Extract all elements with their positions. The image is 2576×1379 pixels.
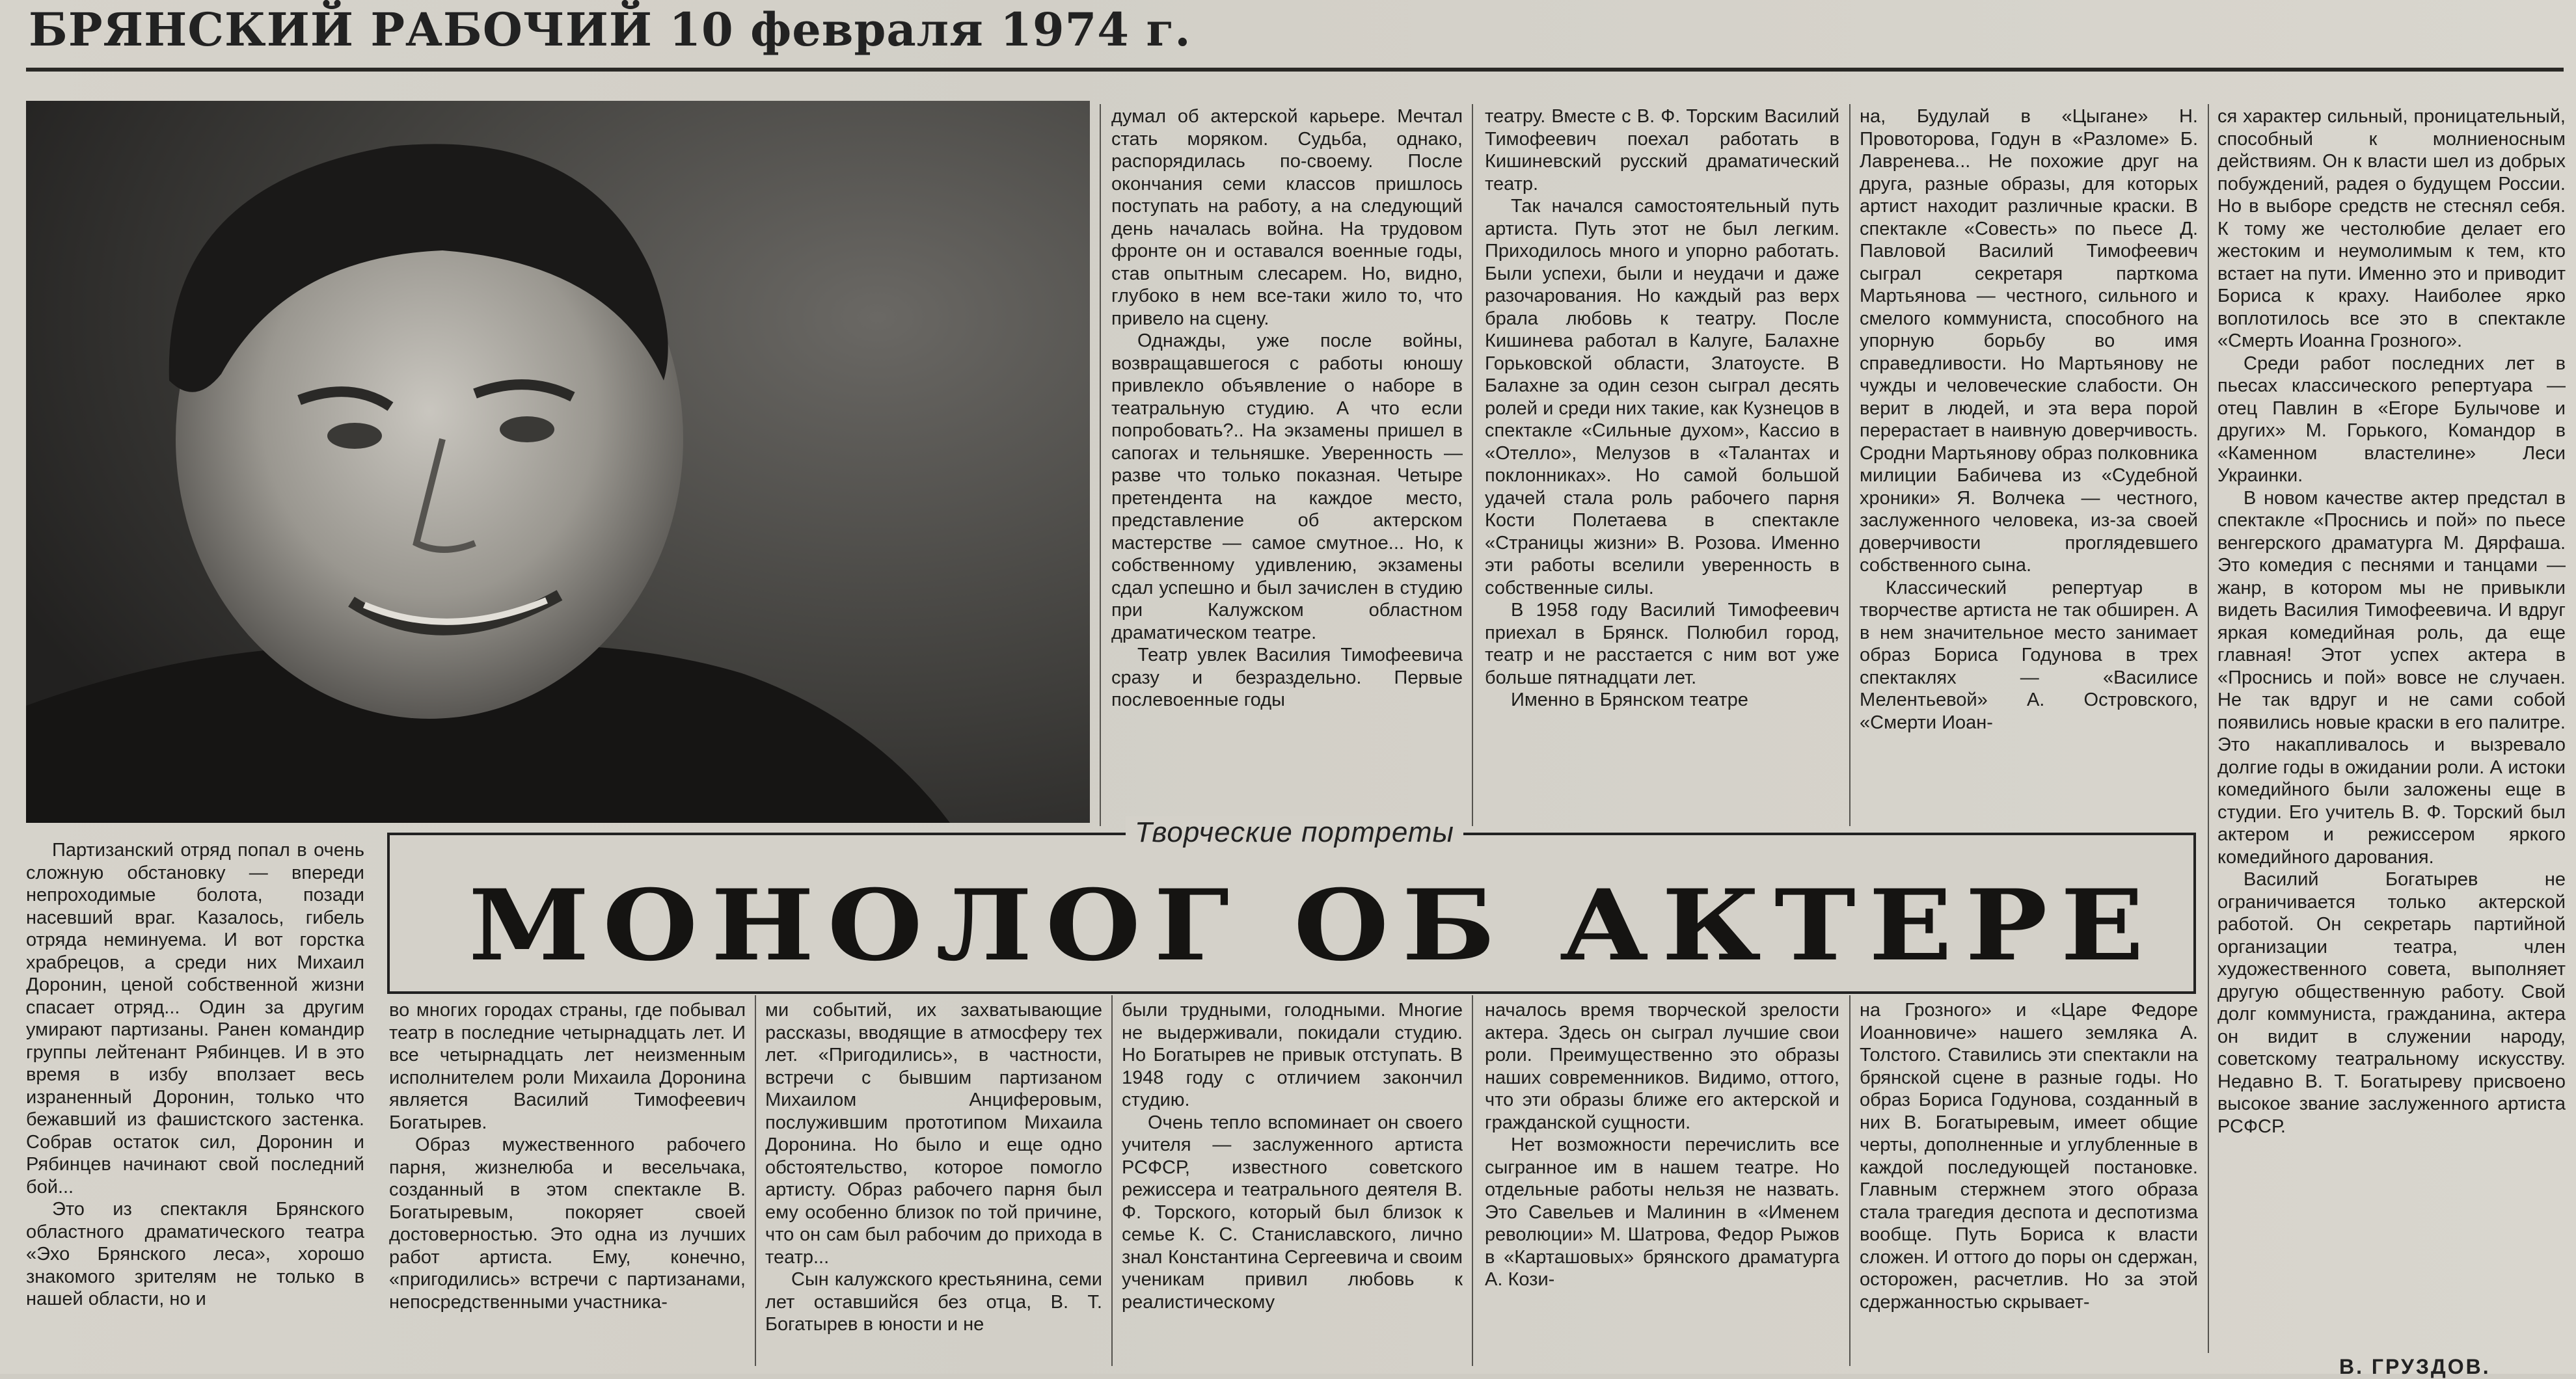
paragraph: на Грозного» и «Царе Федоре Иоанновиче» нашего земляка А. Толстого. Ставились эти спектакли на брянской сцене в разные годы. Но образ Бориса Годунова, созданный в них В. Богатыревым, имеет общие черты, дополненные и углубленные в каждой последующей постановке. Главным стержнем этого образа стала трагедия деспота и деспотизма вообще. Путь Бориса к власти сложен. И оттого до поры он сдержан, осторожен, расчетлив. Но за этой сдержанностью скрывает- <box>1860 1000 2198 1313</box>
portrait-image <box>26 101 1090 823</box>
paragraph: ми событий, их захватывающие рассказы, вводящие в атмосферу тех лет. «Пригодились», в частности, встречи с бывшим партизаном Михаилом Анциферовым, послужившим прототипом Михаила Доронина. Но было и еще одно обстоятельство, которое помогло артисту. Образ рабочего парня был ему особенно близок по той причине, что он сам был рабочим до прихода в театр... <box>765 1000 1102 1268</box>
column-rule <box>1472 104 1473 826</box>
paragraph: Среди работ последних лет в пьесах классического репертуара — отец Павлин в «Егоре Булычове и других» М. Горького, Командор в «Каменном властелине» Леси Украинки. <box>2217 353 2566 486</box>
paragraph: театру. Вместе с В. Ф. Торским Василий Тимофеевич поехал работать в Кишиневский русский драматический театр. <box>1485 106 1839 194</box>
paragraph: Именно в Брянском театре <box>1511 690 1748 710</box>
article-column-7 <box>2217 105 2566 1351</box>
paragraph: на, Будулай в «Цыгане» Н. Провоторова, Годун в «Разломе» Б. Лавренева... Не похожие друг на друга, разные образы, для которых артист находит различные краски. В спектакле «Совесть» по пьесе Д. Павловой Василий Тимофеевич сыграл секретаря парткома Мартьянова — честного, сильного и смелого коммуниста, способного на упорную борьбу во имя справедливости. Но Мартьянову не чужды и человеческие слабости. Он верит в людей, и эта вера порой перерастает в наивную доверчивость. Сродни Мартьянову образ полковника милиции Бабичева из «Судебной хроники» Я. Волчека — честного, заслуженного человека, из-за своей доверчивости проглядевшего собственного сына. <box>1860 106 2198 576</box>
article-column-1 <box>26 839 364 1366</box>
column-rule <box>1849 995 1851 1366</box>
paragraph: Это из спектакля Брянского областного драматического театра «Эхо Брянского леса», хорошо знакомого зрителям не только в нашей области, но и <box>26 1199 364 1309</box>
paragraph: Так начался самостоятельный путь артиста. Путь этот не был легким. Приходилось много и упорно работать. Были успехи, были и неудачи и даже разочарования. Но каждый раз верх брала любовь к театру. После Кишинева работал в Калуге, Балахне Горьковской области, Златоусте. В Балахне за один сезон сыграл десять ролей и среди них такие, как Кузнецов в спектакле «Сильные духом», Кассио в «Отелло», Мелузов в «Талантах и поклонниках». Но самой большой удачей стала роль рабочего парня Кости Полетаева в спектакле «Страницы жизни» В. Розова. Именно эти работы вселили уверенность в собственные силы. <box>1485 196 1839 598</box>
paragraph: Партизанский отряд попал в очень сложную обстановку — впереди непроходимые болота, позади насевший враг. Казалось, гибель отряда неминуема. И вот горстка храбрецов, а среди них Михаил Доронин, ценой собственной жизни спасает отряд... Один за другим умирают партизаны. Ранен командир группы лейтенант Рябинцев. И в это время в избу вползает весь израненный Доронин, только что бежавший из фашистского застенка. Собрав остаток сил, Доронин и Рябинцев начинают свой последний бой... <box>26 840 364 1198</box>
paragraph: ся характер сильный, проницательный, способный к молниеносным действиям. Он к власти шел из добрых побуждений, радея о будущем России. Но в выборе средств не стеснял себя. К тому же честолюбие делает его жестоким и неумолимым к тем, кто встает на пути. Именно это и приводит Бориса к краху. Наиболее ярко воплотилось все это в спектакле «Смерть Иоанна Грозного». <box>2217 106 2566 351</box>
headline: МОНОЛОГ ОБ АКТЕРЕ <box>468 868 2157 983</box>
paragraph: Очень тепло вспоминает он своего учителя — заслуженного артиста РСФСР, известного советского режиссера и театрального деятеля В. Ф. Торского, который был близок к семье К. С. Станиславского, лично знал Константина Сергеевича и своим ученикам привил любовь к реалистическому <box>1122 1112 1463 1313</box>
article-column-5b <box>1485 999 1839 1367</box>
paragraph: во многих городах страны, где побывал театр в последние четырнадцать лет. И все четырнадцать лет неизменным исполнителем роли Михаила Доронина является Василий Тимофеевич Богатырев. <box>389 1000 746 1133</box>
article-column-6b <box>1860 999 2198 1367</box>
paragraph: В 1958 году Василий Тимофеевич приехал в Брянск. Полюбил город, театр и не расстается с ним вот уже больше пятнадцати лет. <box>1485 600 1839 688</box>
column-rule <box>1111 995 1113 1366</box>
masthead: БРЯНСКИЙ РАБОЧИЙ 10 февраля 1974 г. <box>29 3 1191 57</box>
paragraph: В новом качестве актер предстал в спектакле «Проснись и пой» по пьесе венгерского драматурга М. Дярфаша. Это комедия с песнями и танцами — жанр, в котором мы не привыкли видеть Василия Тимофеевича. И вдруг яркая комедийная роль, да еще главная! Этот успех актера в «Проснись и пой» вовсе не случаен. Не так вдруг и не сами собой появились новые краски в его палитре. Это накапливалось и вызревало долгие годы в ожидании роли. А истоки комедийного были заложены еще в студии. Его учитель В. Ф. Торский был актером и режиссером яркого комедийного дарования. <box>2217 487 2566 868</box>
paragraph: Классический репертуар в творчестве артиста не так обширен. А в нем значительное место занимает образ Бориса Годунова в трех спектаклях — «Василисе Мелентьевой» А. Островского, «Смерти Иоан- <box>1860 577 2198 733</box>
column-rule <box>1100 104 1101 826</box>
article-column-5 <box>1860 105 2198 808</box>
paragraph: думал об актерской карьере. Мечтал стать моряком. Судьба, однако, распорядилась по-своему. После окончания семи классов пришлось поступать на работу, а на следующий день началась война. На трудовом фронте он и оставался военные годы, став опытным слесарем. Но, видно, глубоко в нем все-таки жило то, что привело на сцену. <box>1111 106 1463 329</box>
column-rule <box>1472 995 1473 1366</box>
author-signature: В. ГРУЗДОВ. <box>2339 1355 2491 1378</box>
article-column-4 <box>1485 105 1839 808</box>
paragraph: Нет возможности перечислить все сыгранное им в нашем театре. Но отдельные работы нельзя не назвать. Это Савельев и Малинин в «Именем революции» М. Шатрова, Федор Рыжов в «Карташовых» брянского драматурга А. Кози- <box>1485 1134 1839 1290</box>
paragraph: Сын калужского крестьянина, семи лет оставшийся без отца, В. Т. Богатырев в юности и не <box>765 1269 1102 1335</box>
column-rule <box>755 995 756 1366</box>
paragraph: Василий Богатырев не ограничивается только актерской работой. Он секретарь партийной организации театра, член художественного совета, выполняет другую общественную работу. Свой долг коммуниста, гражданина, актера он видит в служении народу, советскому театральному искусству. Недавно В. Т. Богатыреву присвоено высокое звание заслуженного артиста РСФСР. <box>2217 869 2566 1137</box>
article-column-4b <box>1122 999 1463 1367</box>
column-rule <box>2208 104 2209 1353</box>
paragraph: Однажды, уже после войны, возвращавшегося с работы юношу привлекло объявление о наборе в театральную студию. А что если попробовать?.. На экзамены пришел в сапогах и тельняшке. Уверенность — разве что только показная. Четыре претендента на каждое место, представление об актерском мастерстве — самое смутное... Но, к собственному удивлению, экзамены сдал успешно и был зачислен в студию при Калужском областном драматическом театре. <box>1111 330 1463 643</box>
article-column-3 <box>1111 105 1463 808</box>
masthead-rule <box>26 68 2564 72</box>
paragraph: Театр увлек Василия Тимофеевича сразу и безраздельно. Первые послевоенные годы <box>1111 645 1463 710</box>
rubric-label: Творческие портреты <box>1126 816 1463 849</box>
paragraph: началось время творческой зрелости актера. Здесь он сыграл лучшие свои роли. Преимущественно это образы наших современников. Видимо, оттого, что эти образы ближе его актерской и гражданской сущности. <box>1485 1000 1839 1133</box>
actor-portrait-photo <box>26 101 1090 823</box>
column-rule <box>1849 104 1851 826</box>
article-column-3b <box>765 999 1102 1367</box>
paragraph: были трудными, голодными. Многие не выдерживали, покидали студию. Но Богатырев не привык отступать. В 1948 году с отличием закончил студию. <box>1122 1000 1463 1110</box>
paragraph: Образ мужественного рабочего парня, жизнелюба и весельчака, созданный в этом спектакле В. Богатыревым, покоряет своей достоверностью. Это одна из лучших работ артиста. Ему, конечно, «пригодились» встречи с партизанами, непосредственными участника- <box>389 1134 746 1313</box>
article-column-2 <box>389 999 746 1367</box>
